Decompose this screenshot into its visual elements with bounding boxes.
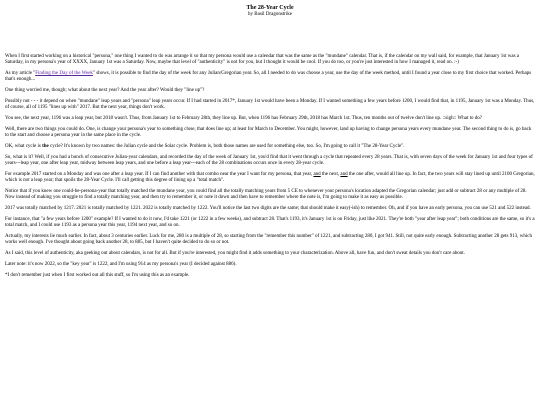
day-of-week-article-link[interactable]: Finding the Day of the Week	[35, 71, 93, 76]
paragraph-cycle-explained: So, what is it? Well, if you had a bunch of consecutive Julian-year calendars, and recorded the day of the week of January 1st, you'd find that it went through a cycle that repeated every 28 years. That is, with seven days of the week for January 1st and four types of years---leap year, one after leap year, midway between leap years, and one before a leap year---each of the 28 combinations occurs once in every 28-year cycle.	[5, 155, 533, 166]
paragraph-which-cycle	[5, 144, 535, 150]
paragraph-key-years: 2017 was totally matched by 1217. 2021 is totally matched by 1221. 2022 is totally matched by 1222. You'll notice the last two digits are the same; that should make it easy(-ish) to remember. Oh, and if you have an early persona, you can use 521 and 522 instead.	[5, 206, 531, 211]
paragraph-earlier-interest: Actually, my interests lie much earlier. In fact, about 3 centuries earlier. Luck for me, 280 is a multiple of 28, so starting from the "remember this number" of 1221, and subtracting 280, I got 941. Still, not quite early enough. Subtracting another 28 gets 913, which works well enough. I've thought about going back another 28, to 885, but I haven't quite decided to do so or not.	[5, 234, 532, 245]
text-span: the next,	[320, 172, 341, 177]
emphasis-underline: and	[340, 172, 348, 177]
paragraph-mismatch: You see, the next year, 1196 was a leap year, but 2018 wasn't. Thus, from January 1st to February 28th, they line up. But, when 1196 has February 29th, 2018 has March 1st. Thus, ten months out of twelve don't line up. ::sigh:: What to do?	[5, 116, 482, 121]
paragraph-total-match: Notice that if you knew one could-be-persona-year that totally matched the mundane year, you could find all the totally matching years from 5 CE to whenever your persona's location adapted the Gregorian calendar; just add or subtract 28 or any multiple of 28. Now instead of making you struggle to find a totally matching year, and then try to remember it, or note it down and then have to remember where the note is, I'm going to make it as easy as possible.	[5, 189, 527, 200]
text-span: cycle? It's known by two names: the Julian cycle and the Solar cycle. Problem is, both those names are used for something else, too. So, I'm going to call it "The 28-Year Cycle".	[48, 144, 405, 149]
byline: by Basil Dragonstrike	[248, 12, 292, 17]
text-span: the one after, would all line up. In fact, the two years will stay lined up until 2100 Gregorian, which is	[5, 172, 535, 183]
paragraph-closing: As I said, this level of authenticity, aka geeking out about calendars, is not for all. But if you're interested, you might find it adds something to your characterization. Above all, have fun, and don't sweat details you don't care about.	[5, 251, 465, 256]
page-title: The 28-Year Cycle	[246, 5, 294, 11]
emphasis-bold: the	[42, 144, 49, 149]
text-span: " shows, it is possible to find the day of the week for any Julian/Gregorian year. So, all I needed to do was choose a year, use the day of the week method, until I found a year close to my first choice that worked. Perhaps that's enough...	[5, 71, 532, 82]
paragraph-footnote: *I don't remember just when I first worked out all this stuff, so I'm using this as an example.	[5, 273, 190, 278]
paragraph-intro: When I first started working on a historical "persona," one thing I wanted to do was arrange it so that my persona would use a calendar that was the same as the "mundane" calendar. That is, if the calendar on my wall said, for example, that January 1st was a Saturday, in my persona's year of XXXX, January 1st was a Saturday. Now, maybe that level of "authenticity" is not for you, but I thought it would be cool. If you do too, or you're just interested in how I managed it, read on. :-)	[5, 54, 520, 65]
text-span: OK, what cycle is	[5, 144, 43, 149]
paragraph-later-note: Later note: it's now 2022, so the "key year" is 1222, and I'm using 914 as my persona's year (I decided against 886).	[5, 262, 237, 267]
paragraph-worry: One thing worried me, though; what about the next year? And the year after? Would they "line up"?	[5, 88, 205, 93]
paragraph-leap-years: Possibly not - - - it depend on when "mundane" leap years and "persona" leap years occur. If I had started in 2017*, January 1st would have been a Monday. If I wanted something a few years before 1200, I would find that, in 1195, January 1st was a Monday. Thus, of course, all of 1195 "lines up with" 2017. But the next year, things don't work.	[5, 99, 535, 110]
emphasis-italic: not	[23, 178, 30, 183]
paragraph-options: Well, there are two things you could do. One, is change your persona's year to something close, that does line up; at least for March to December. You might, however, land up having to change persona years every mundane year. The second thing to do is, go back to the start and choose a persona year in the same place in the cycle.	[5, 127, 532, 138]
paragraph-example-2017	[5, 172, 535, 184]
paragraph-article-reference	[5, 71, 535, 83]
text-span: For example 2017 started on a Monday and was one after a leap year. If I can find another with that combo near the year I want for my persona, that year,	[5, 172, 314, 177]
paragraph-instance: For instance, that "a few years before 1200" example? If I wanted to do it now, I'd take 1221 (or 1222 in a few weeks), and subtract 28. That's 1193, it's January 1st is on Friday, just like 2021. They're both "year after leap year"; both conditions are the same, so it's a total match, and I could use 1193 as a persona year this year, 1194 next year, and so on.	[5, 217, 535, 228]
text-span: As my article "	[5, 71, 36, 76]
emphasis-underline: and	[313, 172, 321, 177]
text-span: a leap year; that spoils the 28-Year Cycle. I'll call getting this degree of lining up a "total match".	[29, 178, 225, 183]
